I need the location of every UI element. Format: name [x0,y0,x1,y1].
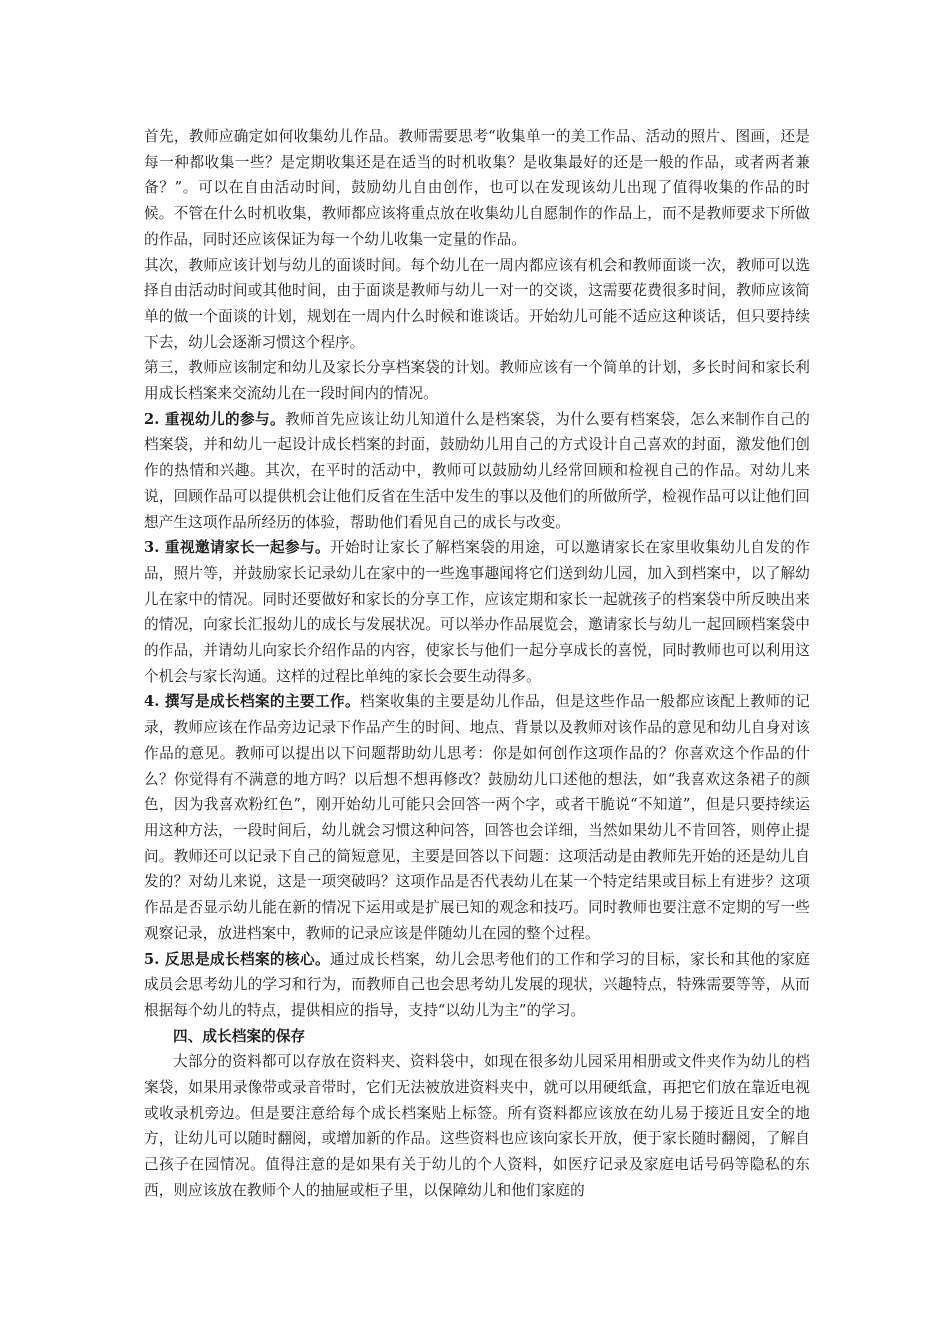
paragraph-interview-plan [144,253,810,356]
paragraph-text: 其次，教师应该计划与幼儿的面谈时间。每个幼儿在一周内都应该有机会和教师面谈一次，教师可以选择自由活动时间或其他时间，由于面谈是教师与幼儿一对一的交谈，这需要花费很多时间，教师应该简单的做一个面谈的计划，规划在一周内什么时候和谁谈话。开始幼儿可能不适应这种谈话，但只要持续下去，幼儿会逐渐习惯这个程序。 [144,256,810,351]
point-heading: 4. 撰写是成长档案的主要工作。 [144,693,361,711]
paragraph-text: 大部分的资料都可以存放在资料夹、资料袋中，如现在很多幼儿园采用相册或文件夹作为幼儿的档案袋，如果用录像带或录音带时，它们无法被放进资料夹中，就可以用硬纸盒，再把它们放在靠近电视或收录机旁边。但是要注意给每个成长档案贴上标签。所有资料都应该放在幼儿易于接近且安全的地方，让幼儿可以随时翻阅，或增加新的作品。这些资料也应该向家长开放，便于家长随时翻阅，了解自己孩子在园情况。值得注意的是如果有关于幼儿的个人资料，如医疗记录及家庭电话号码等隐私的东西，则应该放在教师个人的抽屉或柜子里，以保障幼儿和他们家庭的 [144,1053,810,1199]
section-heading: 四、成长档案的保存 [173,1027,306,1045]
paragraph-reflection [144,947,810,1024]
paragraph-text: 教师首先应该让幼儿知道什么是档案袋，为什么要有档案袋，怎么来制作自己的档案袋，并和幼儿一起设计成长档案的封面，鼓励幼儿用自己的方式设计自己喜欢的封面，激发他们创作的热情和兴趣。其次，在平时的活动中，教师可以鼓励幼儿经常回顾和检视自己的作品。对幼儿来说，回顾作品可以提供机会让他们反省在生活中发生的事以及他们的所做所学，检视作品可以让他们回想产生这项作品所经历的体验，帮助他们看见自己的成长与改变。 [144,410,810,531]
point-heading: 5. 反思是成长档案的核心。 [144,950,331,968]
paragraph-collect-works [144,124,810,253]
paragraph-text: 第三，教师应该制定和幼儿及家长分享档案袋的计划。教师应该有一个简单的计划，多长时间和家长利用成长档案来交流幼儿在一段时间内的情况。 [144,359,810,403]
paragraph-text: 开始时让家长了解档案袋的用途，可以邀请家长在家里收集幼儿自发的作品，照片等，并鼓励家长记录幼儿在家中的一些逸事趣闻将它们送到幼儿园，加入到档案中，以了解幼儿在家中的情况。同时还要做好和家长的分享工作，应该定期和家长一起就孩子的档案袋中所反映出来的情况，向家长汇报幼儿的成长与发展状况。可以举办作品展览会，邀请家长与幼儿一起回顾档案袋中的作品，并请幼儿向家长介绍作品的内容，使家长与他们一起分享成长的喜悦，同时教师也可以利用这个机会与家长沟通。这样的过程比单纯的家长会要生动得多。 [144,539,811,685]
paragraph-child-participation [144,407,810,536]
paragraph-text: 通过成长档案，幼儿会思考他们的工作和学习的目标，家长和其他的家庭成员会思考幼儿的学习和行为，而教师自己也会思考幼儿发展的现状，兴趣特点，特殊需要等等，从而根据每个幼儿的特点，提供相应的指导，支持“以幼儿为主”的学习。 [144,950,811,1019]
paragraph-text: 首先，教师应确定如何收集幼儿作品。教师需要思考“收集单一的美工作品、活动的照片、图画，还是每一种都收集一些？是定期收集还是在适当的时机收集？是收集最好的还是一般的作品，或者两者兼备？”。可以在自由活动时间，鼓励幼儿自由创作，也可以在发现该幼儿出现了值得收集的作品的时候。不管在什么时机收集，教师都应该将重点放在收集幼儿自愿制作的作品上，而不是教师要求下所做的作品，同时还应该保证为每一个幼儿收集一定量的作品。 [144,128,810,248]
point-heading: 3. 重视邀请家长一起参与。 [144,539,331,557]
document-body [144,124,810,1204]
paragraph-storage [144,1049,810,1203]
paragraph-sharing-plan [144,355,810,406]
paragraph-text: 档案收集的主要是幼儿作品，但是这些作品一般都应该配上教师的记录，教师应该在作品旁边记录下作品产生的时间、地点、背景以及教师对该作品的意见和幼儿自身对该作品的意见。教师可以提出以下问题帮助幼儿思考：你是如何创作这项作品的？你喜欢这个作品的什么？你觉得有不满意的地方吗？以后想不想再修改？鼓励幼儿口述他的想法，如“我喜欢这条裙子的颜色，因为我喜欢粉红色”，刚开始幼儿可能只会回答一两个字，或者干脆说“不知道”，但是只要持续运用这种方法，一段时间后，幼儿就会习惯这种问答，回答也会详细，当然如果幼儿不肯回答，则停止提问。教师还可以记录下自己的简短意见，主要是回答以下问题：这项活动是由教师先开始的还是幼儿自发的？对幼儿来说，这是一项突破吗？这项作品是否代表幼儿在某一个特定结果或目标上有进步？这项作品是否显示幼儿能在新的情况下运用或是扩展已知的观念和技巧。同时教师也要注意不定期的写一些观察记录，放进档案中，教师的记录应该是伴随幼儿在园的整个过程。 [144,693,810,942]
point-heading: 2. 重视幼儿的参与。 [144,410,285,428]
paragraph-writing-records [144,689,810,946]
paragraph-parent-participation [144,535,810,689]
